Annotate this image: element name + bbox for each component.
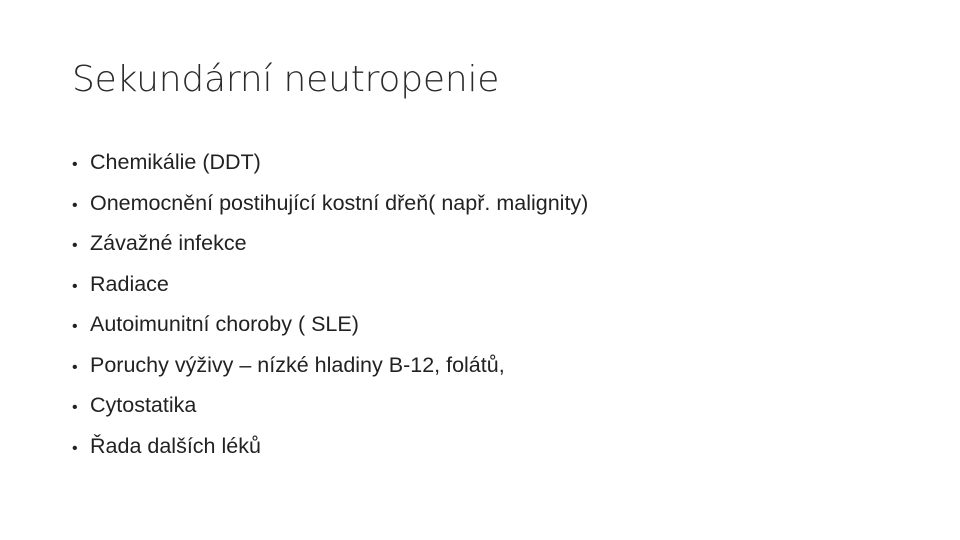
bullet-icon: • — [72, 196, 78, 214]
list-item-text: Autoimunitní choroby ( SLE) — [90, 312, 359, 336]
list-item-text: Onemocnění postihující kostní dřeň( např. malignity) — [90, 190, 589, 215]
bullet-list — [72, 142, 892, 466]
list-item — [72, 426, 892, 467]
list-item — [72, 264, 892, 305]
list-item — [72, 304, 892, 345]
list-item — [72, 183, 892, 224]
list-item-text: Cytostatika — [90, 393, 197, 417]
list-item-text: Závažné infekce — [90, 231, 247, 255]
list-item-text: Radiace — [90, 271, 169, 296]
list-item-text: Řada dalších léků — [90, 433, 261, 458]
bullet-icon: • — [72, 439, 78, 457]
bullet-icon: • — [72, 318, 78, 335]
bullet-icon: • — [72, 156, 78, 173]
list-item — [72, 385, 892, 426]
list-item-text: Chemikálie (DDT) — [90, 150, 261, 174]
list-item-text: Poruchy výživy – nízké hladiny B-12, folátů, — [90, 352, 505, 377]
slide-title: Sekundární neutropenie — [72, 59, 500, 100]
list-item — [72, 345, 892, 386]
bullet-icon: • — [72, 237, 78, 254]
bullet-icon: • — [72, 277, 78, 295]
bullet-icon: • — [72, 358, 78, 376]
list-item — [72, 223, 892, 264]
bullet-icon: • — [72, 399, 78, 416]
list-item — [72, 142, 892, 183]
